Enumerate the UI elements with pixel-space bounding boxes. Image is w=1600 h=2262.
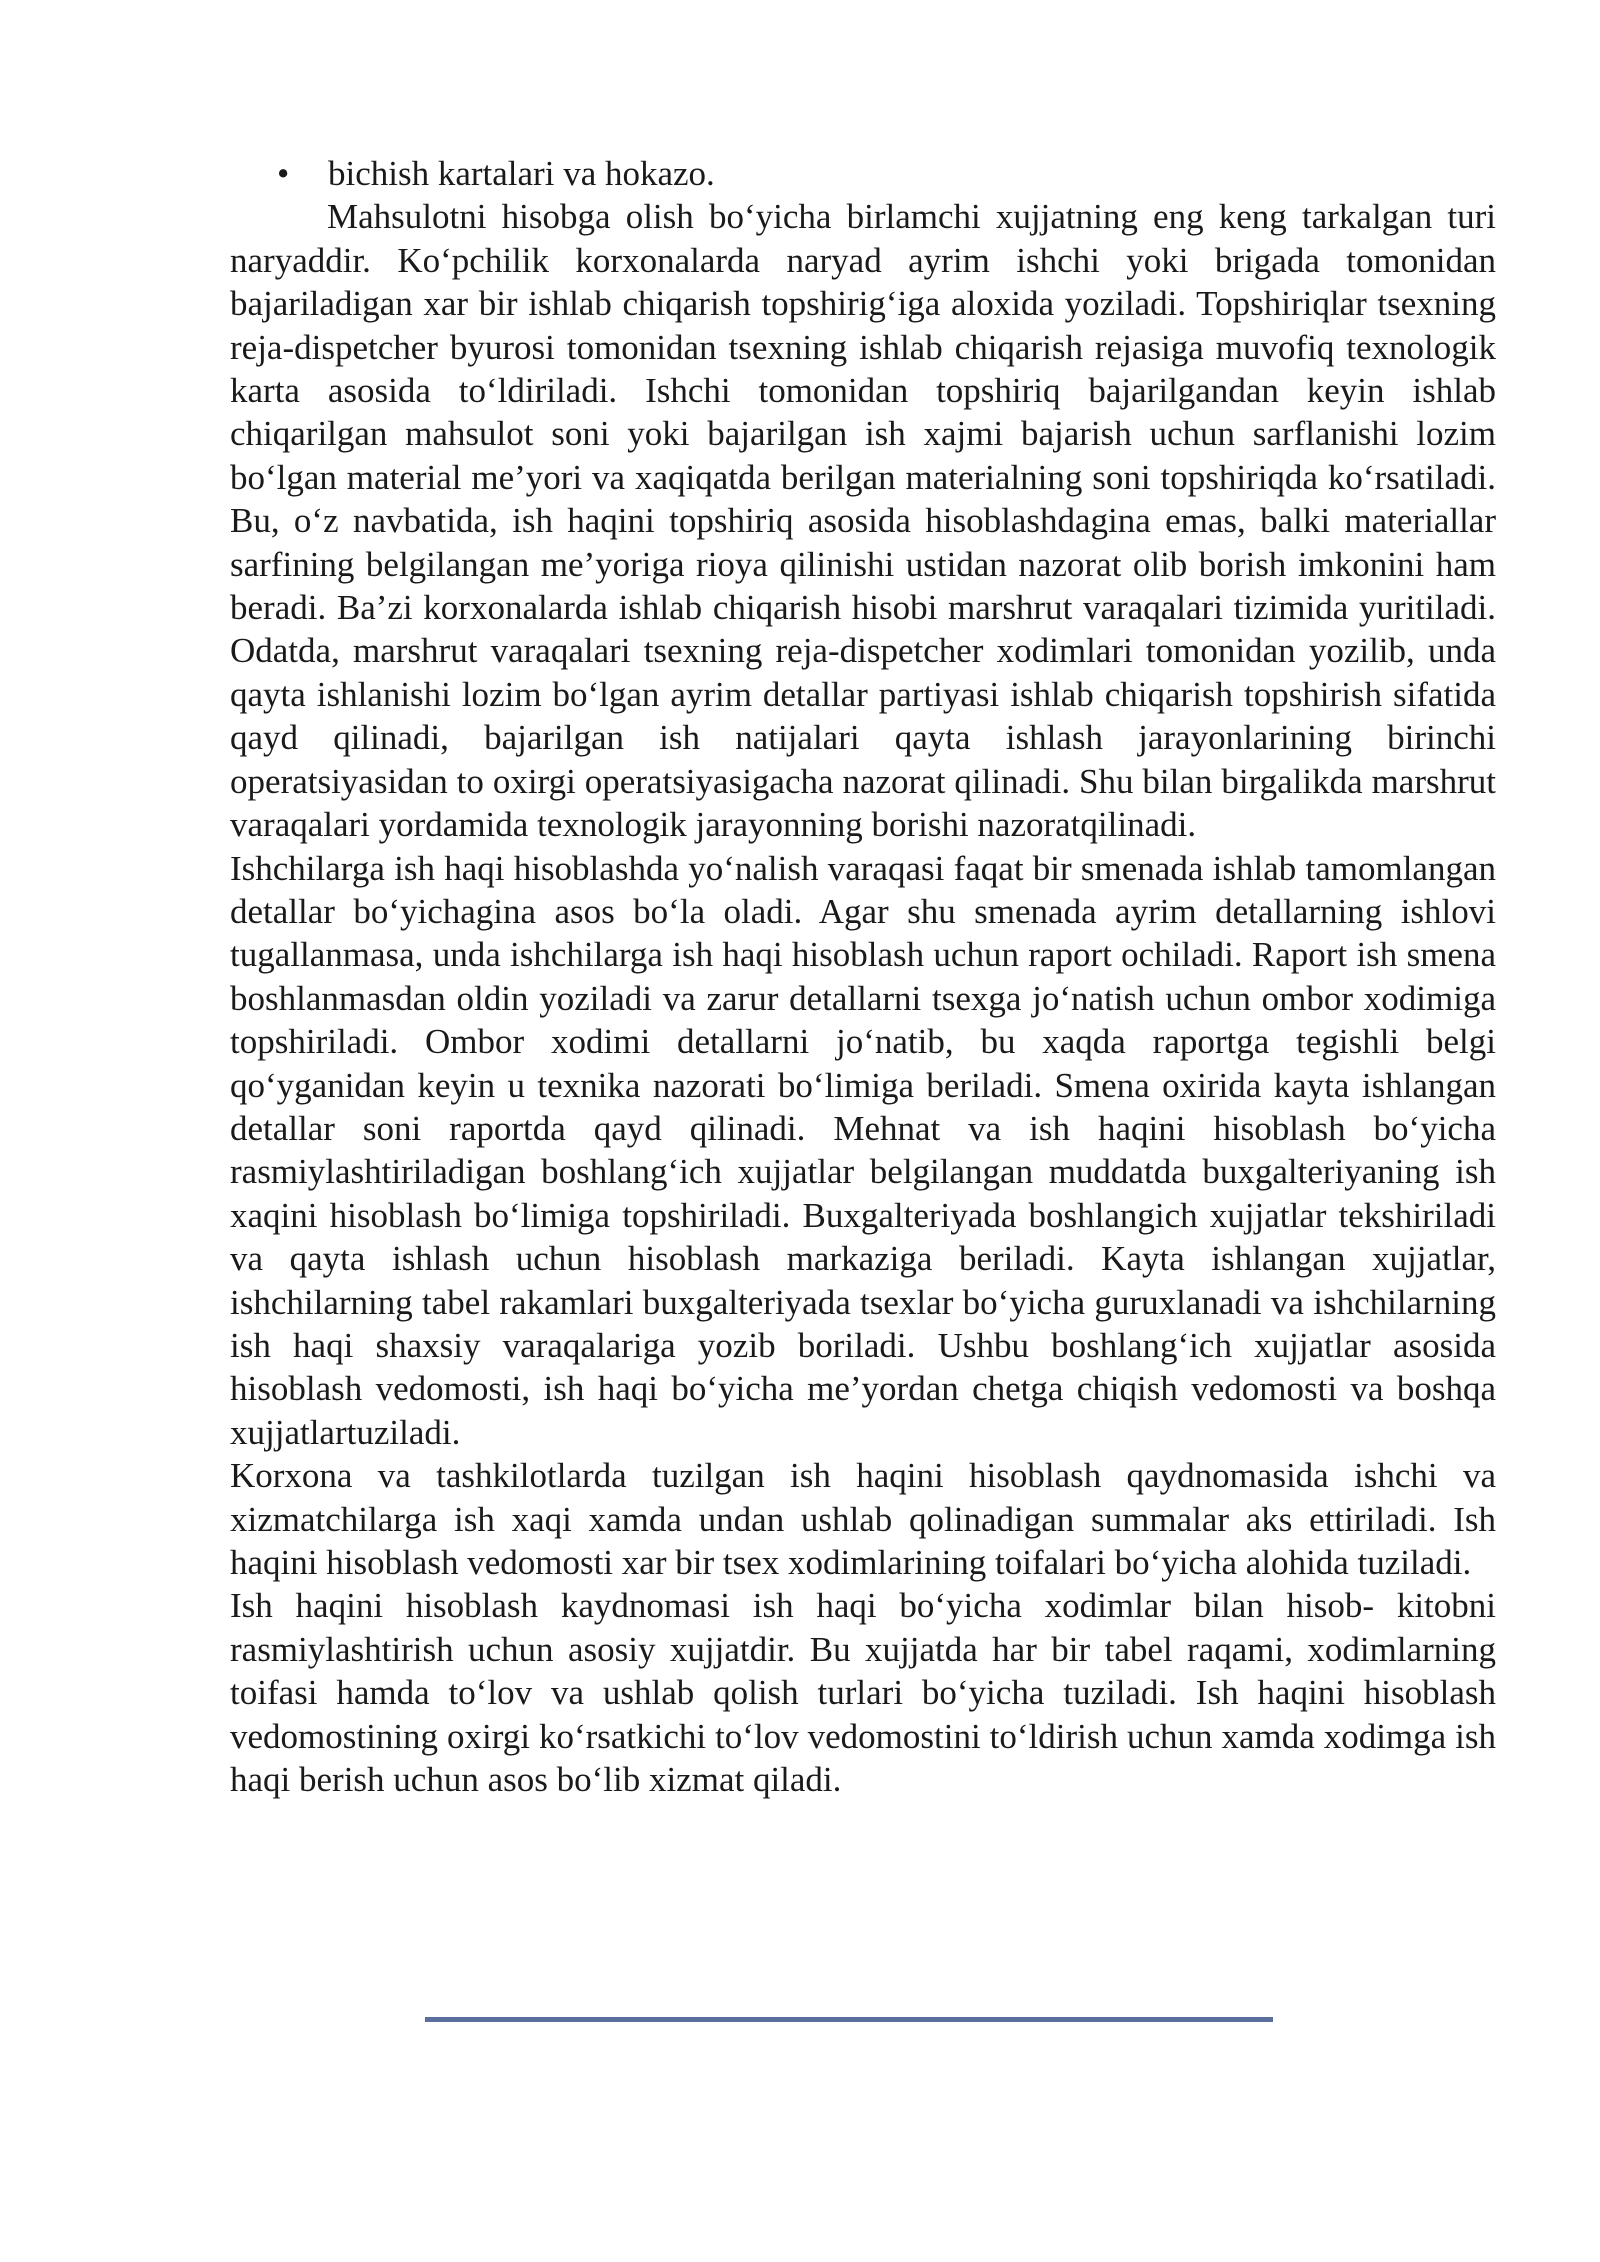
paragraph-qaydnoma: Korxona va tashkilotlarda tuzilgan ish haqini hisoblash qaydnomasida ishchi va xizmatchilarga ish xaqi xamda undan ushlab qolinadigan summalar aks ettiriladi. Ish haqini hisoblash vedomosti xar bir tsex xodimlarining toifalari bo‘yicha alohida tuziladi. <box>230 1456 1496 1582</box>
bullet-list <box>230 152 1496 195</box>
paragraph-kaydnoma: Ish haqini hisoblash kaydnomasi ish haqi bo‘yicha xodimlar bilan hisob- kitobni rasmiylashtirish uchun asosiy xujjatdir. Bu xujjatda har bir tabel raqami, xodimlarning toifasi hamda to‘lov va ushlab qolish turlari bo‘yicha tuziladi. Ish haqini hisoblash vedomostining oxirgi ko‘rsatkichi to‘lov vedomostini to‘ldirish uchun xamda xodimga ish haqi berish uchun asos bo‘lib xizmat qiladi. <box>230 1586 1496 1800</box>
horizontal-rule <box>425 2017 1273 2022</box>
bullet-icon: • <box>277 154 290 193</box>
document-page <box>230 152 1496 1801</box>
paragraph-naryad: Mahsulotni hisobga olish bo‘yicha birlamchi xujjatning eng keng tarkalgan turi naryaddir. Ko‘pchilik korxonalarda naryad ayrim ishchi yoki brigada tomonidan bajariladigan xar bir ishlab chiqarish topshirig‘iga aloxida yoziladi. Topshiriqlar tsexning reja-dispetcher byurosi tomonidan tsexning ishlab chiqarish rejasiga muvofiq texnologik karta asosida to‘ldiriladi. Ishchi tomonidan topshiriq bajarilgandan keyin ishlab chiqarilgan mahsulot soni yoki bajarilgan ish xajmi bajarish uchun sarflanishi lozim bo‘lgan material me’yori va xaqiqatda berilgan materialning soni topshiriqda ko‘rsatiladi. Bu, o‘z navbatida, ish haqini topshiriq asosida hisoblashdagina emas, balki materiallar sarfining belgilangan me’yoriga rioya qilinishi ustidan nazorat olib borish imkonini ham beradi. Ba’zi korxonalarda ishlab chiqarish hisobi marshrut varaqalari tizimida yuritiladi. Odatda, marshrut varaqalari tsexning reja-dispetcher xodimlari tomonidan yozilib, unda qayta ishlanishi lozim bo‘lgan ayrim detallar partiyasi ishlab chiqarish topshirish sifatida qayd qilinadi, bajarilgan ish natijalari qayta ishlash jarayonlarining birinchi operatsiyasidan to oxirgi operatsiyasigacha nazorat qilinadi. Shu bilan birgalikda marshrut varaqalari yordamida texnologik jarayonning borishi nazoratqilinadi. <box>230 197 1496 845</box>
list-item <box>230 152 1496 195</box>
bullet-text: bichish kartalari va hokazo. <box>328 154 715 193</box>
paragraph-raport: Ishchilarga ish haqi hisoblashda yo‘nalish varaqasi faqat bir smenada ishlab tamomlangan detallar bo‘yichagina asos bo‘la oladi. Agar shu smenada ayrim detallarning ishlovi tugallanmasa, unda ishchilarga ish haqi hisoblash uchun raport ochiladi. Raport ish smena boshlanmasdan oldin yoziladi va zarur detallarni tsexga jo‘natish uchun ombor xodimiga topshiriladi. Ombor xodimi detallarni jo‘natib, bu xaqda raportga tegishli belgi qo‘yganidan keyin u texnika nazorati bo‘limiga beriladi. Smena oxirida kayta ishlangan detallar soni raportda qayd qilinadi. Mehnat va ish haqini hisoblash bo‘yicha rasmiylashtiriladigan boshlang‘ich xujjatlar belgilangan muddatda buxgalteriyaning ish xaqini hisoblash bo‘limiga topshiriladi. Buxgalteriyada boshlangich xujjatlar tekshiriladi va qayta ishlash uchun hisoblash markaziga beriladi. Kayta ishlangan xujjatlar, ishchilarning tabel rakamlari buxgalteriyada tsexlar bo‘yicha guruxlanadi va ishchilarning ish haqi shaxsiy varaqalariga yozib boriladi. Ushbu boshlang‘ich xujjatlar asosida hisoblash vedomosti, ish haqi bo‘yicha me’yordan chetga chiqish vedomosti va boshqa xujjatlartuziladi. <box>230 848 1496 1452</box>
